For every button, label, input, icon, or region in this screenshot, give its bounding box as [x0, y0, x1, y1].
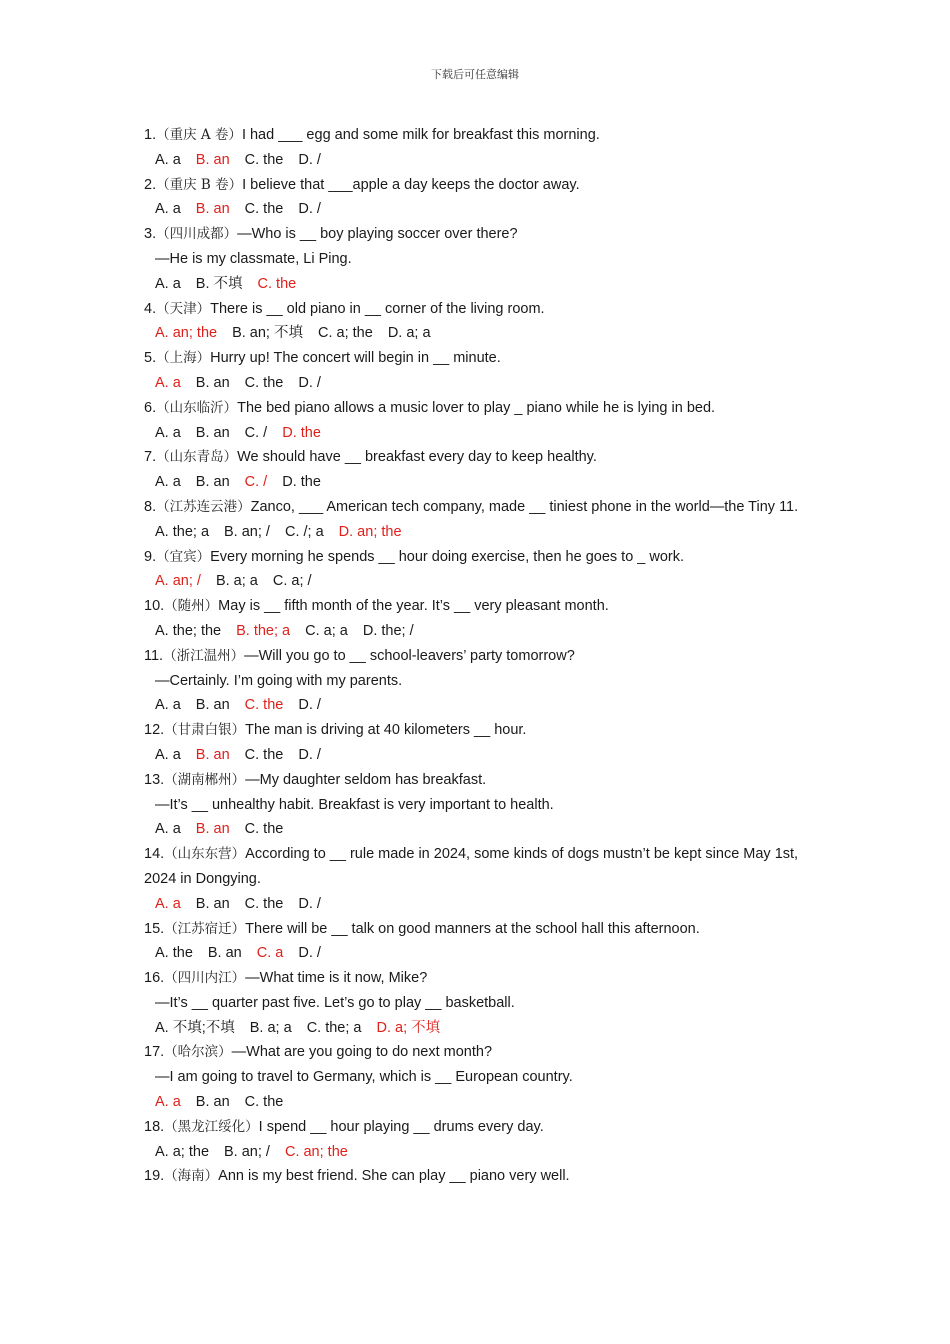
option[interactable]: C. the: [244, 895, 284, 912]
options-row: [144, 520, 810, 545]
question-stem: [144, 297, 810, 322]
question-source: （甘肃白银）: [164, 722, 246, 739]
option[interactable]: D. /: [298, 746, 321, 763]
question-text: Zanco, ___ American tech company, made __ tiniest phone in the world—the Tiny 11.: [250, 498, 799, 515]
answer-option[interactable]: A. a: [155, 374, 181, 391]
question-number: 3.: [144, 226, 157, 243]
dialogue-reply: —Certainly. I’m going with my parents.: [155, 672, 403, 689]
answer-option[interactable]: C. /: [244, 474, 268, 491]
options-row: [144, 892, 810, 917]
question-number: 1.: [144, 127, 157, 143]
option[interactable]: A. 不填;不填: [155, 1019, 235, 1036]
option[interactable]: B. an: [195, 895, 230, 912]
question-text: May is __ fifth month of the year. It’s __ very pleasant month.: [218, 598, 609, 615]
question-source: （黑龙江绥化）: [164, 1118, 259, 1135]
question-text: The man is driving at 40 kilometers __ hour.: [245, 722, 527, 739]
question-stem: [144, 445, 810, 470]
question-list: [144, 123, 810, 1189]
option[interactable]: C. a; /: [272, 573, 312, 590]
question-source: （海南）: [164, 1168, 219, 1185]
option[interactable]: A. the: [155, 945, 193, 962]
answer-option[interactable]: A. an; /: [155, 573, 201, 590]
question-item: [144, 545, 810, 595]
answer-option[interactable]: D. the: [282, 424, 321, 441]
answer-option[interactable]: A. a: [155, 1094, 181, 1111]
answer-option[interactable]: D. an; the: [338, 523, 402, 540]
question-stem: [144, 644, 810, 669]
question-text: Ann is my best friend. She can play __ piano very well.: [218, 1168, 570, 1185]
question-item: [144, 445, 810, 495]
question-item: [144, 594, 810, 644]
question-stem: [144, 966, 810, 991]
question-number: 2.: [144, 176, 157, 193]
question-text: There will be __ talk on good manners at the school hall this afternoon.: [245, 920, 700, 937]
question-text: According to __ rule made in 2024, some kinds of dogs mustn’t be kept since May 1st, 2024 in Dongying.: [144, 846, 799, 887]
question-source: （湖南郴州）: [164, 771, 246, 788]
question-text: Every morning he spends __ hour doing exercise, then he goes to _ work.: [210, 548, 685, 565]
answer-option[interactable]: C. the: [244, 697, 284, 714]
question-source: （江苏连云港）: [156, 498, 251, 515]
question-number: 13.: [144, 771, 165, 788]
question-stem: [144, 917, 810, 942]
question-source: （浙江温州）: [163, 647, 245, 664]
option[interactable]: A. a: [155, 201, 181, 218]
answer-option[interactable]: C. the: [257, 275, 297, 292]
option[interactable]: B. an; /: [224, 1143, 270, 1160]
option[interactable]: C. the; a: [306, 1019, 362, 1036]
question-number: 19.: [144, 1168, 165, 1185]
question-stem: [144, 545, 810, 570]
options-row: [144, 421, 810, 446]
option[interactable]: C. the: [244, 374, 284, 391]
option[interactable]: A. a: [155, 424, 181, 441]
question-number: 15.: [144, 920, 165, 937]
question-stem: [144, 1115, 810, 1140]
question-text: —Will you go to __ school-leavers’ party tomorrow?: [244, 647, 575, 664]
answer-option[interactable]: A. an; the: [155, 325, 218, 342]
option[interactable]: B. an; /: [224, 523, 270, 540]
question-source: （山东东营）: [164, 846, 246, 863]
question-item: [144, 917, 810, 967]
option[interactable]: C. /; a: [284, 523, 324, 540]
question-stem: [144, 495, 810, 520]
question-number: 4.: [144, 300, 157, 317]
option[interactable]: D. a; a: [387, 325, 431, 342]
question-text: —What are you going to do next month?: [231, 1044, 493, 1061]
option[interactable]: A. a: [155, 821, 181, 838]
option[interactable]: A. a: [155, 151, 181, 168]
question-stem: [144, 718, 810, 743]
option[interactable]: A. a: [155, 474, 181, 491]
option[interactable]: B. an: [207, 945, 242, 962]
option[interactable]: B. an: [195, 424, 230, 441]
option[interactable]: A. the; a: [155, 523, 210, 540]
option[interactable]: B. an: [195, 474, 230, 491]
question-number: 7.: [144, 449, 157, 466]
answer-option[interactable]: C. a: [256, 945, 284, 962]
options-row: [144, 941, 810, 966]
question-source: （江苏宿迁）: [164, 920, 246, 937]
dialogue-reply: —He is my classmate, Li Ping.: [155, 250, 352, 267]
question-item: [144, 644, 810, 718]
question-text: Hurry up! The concert will begin in __ minute.: [210, 350, 501, 367]
question-text: I believe that ___apple a day keeps the doctor away.: [242, 176, 580, 193]
options-row: [144, 693, 810, 718]
options-row: [144, 197, 810, 222]
question-item: [144, 396, 810, 446]
dialogue-reply: —It’s __ quarter past five. Let’s go to play __ basketball.: [155, 994, 515, 1011]
question-text: I spend __ hour playing __ drums every day.: [258, 1118, 544, 1135]
question-source: （哈尔滨）: [164, 1044, 232, 1061]
question-number: 8.: [144, 498, 157, 515]
option[interactable]: A. a; the: [155, 1143, 210, 1160]
question-number: 16.: [144, 970, 165, 987]
question-item: [144, 842, 810, 916]
question-number: 14.: [144, 846, 165, 863]
question-text: —My daughter seldom has breakfast.: [245, 771, 487, 788]
question-source: （重庆 B 卷）: [156, 176, 243, 193]
question-source: （四川成都）: [156, 226, 238, 243]
option[interactable]: D. /: [298, 374, 321, 391]
options-row: [144, 1016, 810, 1041]
option[interactable]: B. an: [195, 1094, 230, 1111]
option[interactable]: C. the: [244, 821, 284, 838]
question-number: 6.: [144, 399, 157, 416]
options-row: [144, 569, 810, 594]
option[interactable]: C. a; a: [305, 622, 348, 639]
answer-option[interactable]: B. the; a: [236, 622, 291, 639]
option[interactable]: A. a: [155, 697, 181, 714]
question-stem: [144, 768, 810, 793]
option[interactable]: A. a: [155, 275, 181, 292]
question-source: （山东青岛）: [156, 449, 238, 466]
option[interactable]: C. the: [244, 201, 284, 218]
options-row: [144, 619, 810, 644]
option[interactable]: B. an: [195, 697, 230, 714]
question-number: 11.: [144, 647, 164, 664]
dialogue-reply: —I am going to travel to Germany, which is __ European country.: [155, 1069, 573, 1086]
options-row: [144, 321, 810, 346]
option[interactable]: D. /: [298, 697, 321, 714]
options-row: [144, 470, 810, 495]
answer-option[interactable]: D. a; 不填: [376, 1019, 441, 1036]
option[interactable]: B. an: [195, 374, 230, 391]
question-text: —Who is __ boy playing soccer over there?: [237, 226, 518, 243]
options-row: [144, 1090, 810, 1115]
option[interactable]: D. /: [298, 895, 321, 912]
question-item: [144, 1164, 810, 1189]
question-stem: [144, 1164, 810, 1189]
question-text: —What time is it now, Mike?: [245, 970, 428, 987]
question-source: （宜宾）: [156, 548, 211, 565]
options-row: [144, 743, 810, 768]
question-stem: [144, 346, 810, 371]
question-source: （随州）: [164, 598, 219, 615]
question-item: [144, 1115, 810, 1165]
question-stem: [144, 594, 810, 619]
question-item: [144, 495, 810, 545]
question-item: [144, 297, 810, 347]
option[interactable]: C. the: [244, 151, 284, 168]
question-stem: [144, 396, 810, 421]
option[interactable]: D. /: [298, 201, 321, 218]
option[interactable]: D. /: [298, 151, 321, 168]
option[interactable]: A. a: [155, 746, 181, 763]
question-source: （上海）: [156, 350, 211, 367]
option[interactable]: A. the; the: [155, 622, 222, 639]
page-header: 下载后可任意编辑: [431, 68, 519, 81]
question-item: [144, 1040, 810, 1114]
question-item: [144, 966, 810, 1040]
answer-option[interactable]: A. a: [155, 895, 181, 912]
question-stem: [144, 222, 810, 247]
question-number: 10.: [144, 598, 165, 615]
question-stem: [144, 123, 810, 148]
option[interactable]: C. /: [244, 424, 268, 441]
question-item: [144, 222, 810, 296]
options-row: [144, 1140, 810, 1165]
dialogue-reply: —It’s __ unhealthy habit. Breakfast is very important to health.: [155, 796, 554, 813]
option[interactable]: C. the: [244, 1094, 284, 1111]
question-text: We should have __ breakfast every day to keep healthy.: [237, 449, 597, 466]
answer-option[interactable]: B. an: [195, 151, 230, 168]
option[interactable]: B. a; a: [215, 573, 258, 590]
question-source: （山东临沂）: [156, 399, 238, 416]
question-item: [144, 718, 810, 768]
answer-option[interactable]: B. an: [195, 746, 230, 763]
question-text: The bed piano allows a music lover to play _ piano while he is lying in bed.: [237, 399, 716, 416]
option[interactable]: B. 不填: [195, 275, 243, 292]
question-number: 5.: [144, 350, 157, 367]
options-row: [144, 272, 810, 297]
question-stem: [144, 1040, 810, 1065]
question-stem: [144, 842, 810, 892]
option[interactable]: C. the: [244, 746, 284, 763]
question-item: [144, 768, 810, 842]
answer-option[interactable]: B. an: [195, 201, 230, 218]
question-number: 12.: [144, 722, 165, 739]
options-row: [144, 148, 810, 173]
question-text: I had ___ egg and some milk for breakfast this morning.: [241, 127, 600, 143]
option[interactable]: C. a; the: [318, 325, 373, 342]
options-row: [144, 371, 810, 396]
options-row: [144, 817, 810, 842]
answer-option[interactable]: B. an: [195, 821, 230, 838]
question-number: 9.: [144, 548, 157, 565]
option[interactable]: D. the; /: [362, 622, 414, 639]
question-text: There is __ old piano in __ corner of the living room.: [210, 300, 545, 317]
question-source: （天津）: [156, 300, 211, 317]
answer-option[interactable]: C. an; the: [284, 1143, 348, 1160]
option[interactable]: D. /: [298, 945, 321, 962]
question-number: 18.: [144, 1118, 165, 1135]
question-item: [144, 123, 810, 173]
option[interactable]: B. a; a: [249, 1019, 292, 1036]
question-item: [144, 173, 810, 223]
option[interactable]: D. the: [282, 474, 321, 491]
question-stem: [144, 173, 810, 198]
question-source: （四川内江）: [164, 970, 246, 987]
question-number: 17.: [144, 1044, 165, 1061]
question-item: [144, 346, 810, 396]
option[interactable]: B. an; 不填: [232, 325, 303, 342]
question-source: （重庆 A 卷）: [156, 127, 242, 143]
